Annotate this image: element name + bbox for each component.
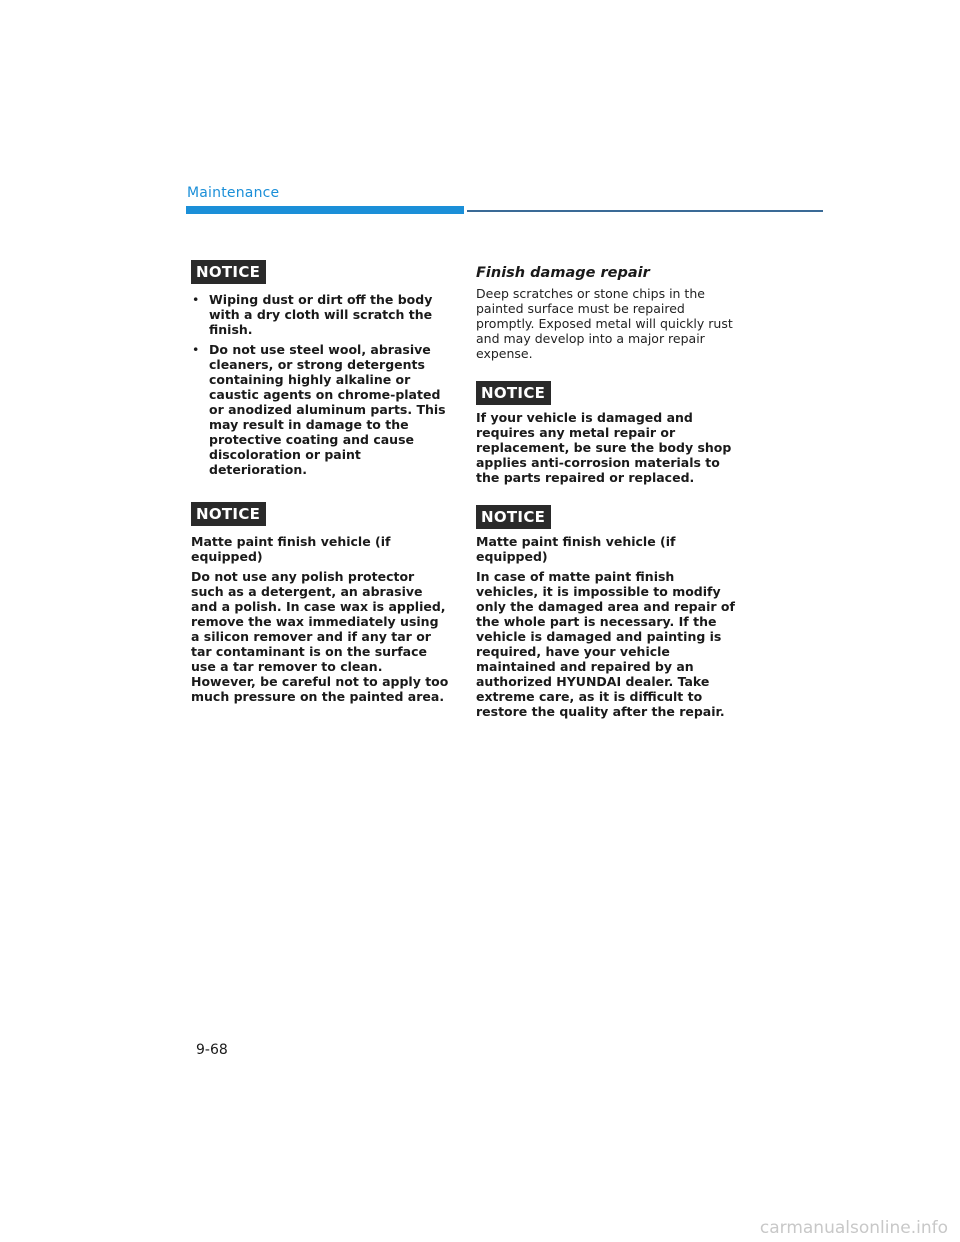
body-paragraph: Deep scratches or stone chips in the painted surface must be repaired promptly. Exposed metal will quickly rust and may develop into a major repair expense. xyxy=(476,286,733,361)
header-rule-accent xyxy=(186,206,464,214)
header-rule xyxy=(467,210,823,212)
notice-badge: NOTICE xyxy=(476,505,551,529)
notice-title: Matte paint finish vehicle (if equipped) xyxy=(476,534,676,564)
notice-block xyxy=(476,505,736,719)
notice-text: Do not use any polish protector such as a detergent, an abrasive and a polish. In case wax is applied, remove the wax immediately using a silicon remover and if any tar or tar contaminant is on the surface use a tar remover to clean. However, be careful not to apply too much pressure on the painted area. xyxy=(191,569,449,704)
section-title: Maintenance xyxy=(187,185,280,201)
notice-bullet-list xyxy=(191,292,451,477)
page-number: 9-68 xyxy=(196,1042,228,1058)
list-item: • Wiping dust or dirt off the body with a dry cloth will scratch the finish. xyxy=(191,292,451,337)
section-heading: Finish damage repair xyxy=(476,265,650,281)
notice-block xyxy=(191,502,451,704)
notice-badge: NOTICE xyxy=(191,260,266,284)
notice-text: In case of matte paint finish vehicles, it is impossible to modify only the damaged area and repair of the whole part is necessary. If the vehicle is damaged and painting is required, have your vehicle maintained and repaired by an authorized HYUNDAI dealer. Take extreme care, as it is difficult to restore the quality after the repair. xyxy=(476,569,735,719)
notice-badge: NOTICE xyxy=(191,502,266,526)
left-column xyxy=(191,260,451,704)
notice-title: Matte paint finish vehicle (if equipped) xyxy=(191,534,391,564)
notice-block xyxy=(476,381,736,485)
notice-block xyxy=(191,260,451,477)
list-item: • Do not use steel wool, abrasive cleaners, or strong detergents containing highly alkaline or caustic agents on chrome-plated or anodized aluminum parts. This may result in damage to the protective coating and cause discoloration or paint deterioration. xyxy=(191,342,451,477)
notice-text: If your vehicle is damaged and requires any metal repair or replacement, be sure the body shop applies anti-corrosion materials to the parts repaired or replaced. xyxy=(476,410,732,485)
notice-badge: NOTICE xyxy=(476,381,551,405)
watermark: carmanualsonline.info xyxy=(759,1218,948,1238)
right-column xyxy=(476,264,736,719)
